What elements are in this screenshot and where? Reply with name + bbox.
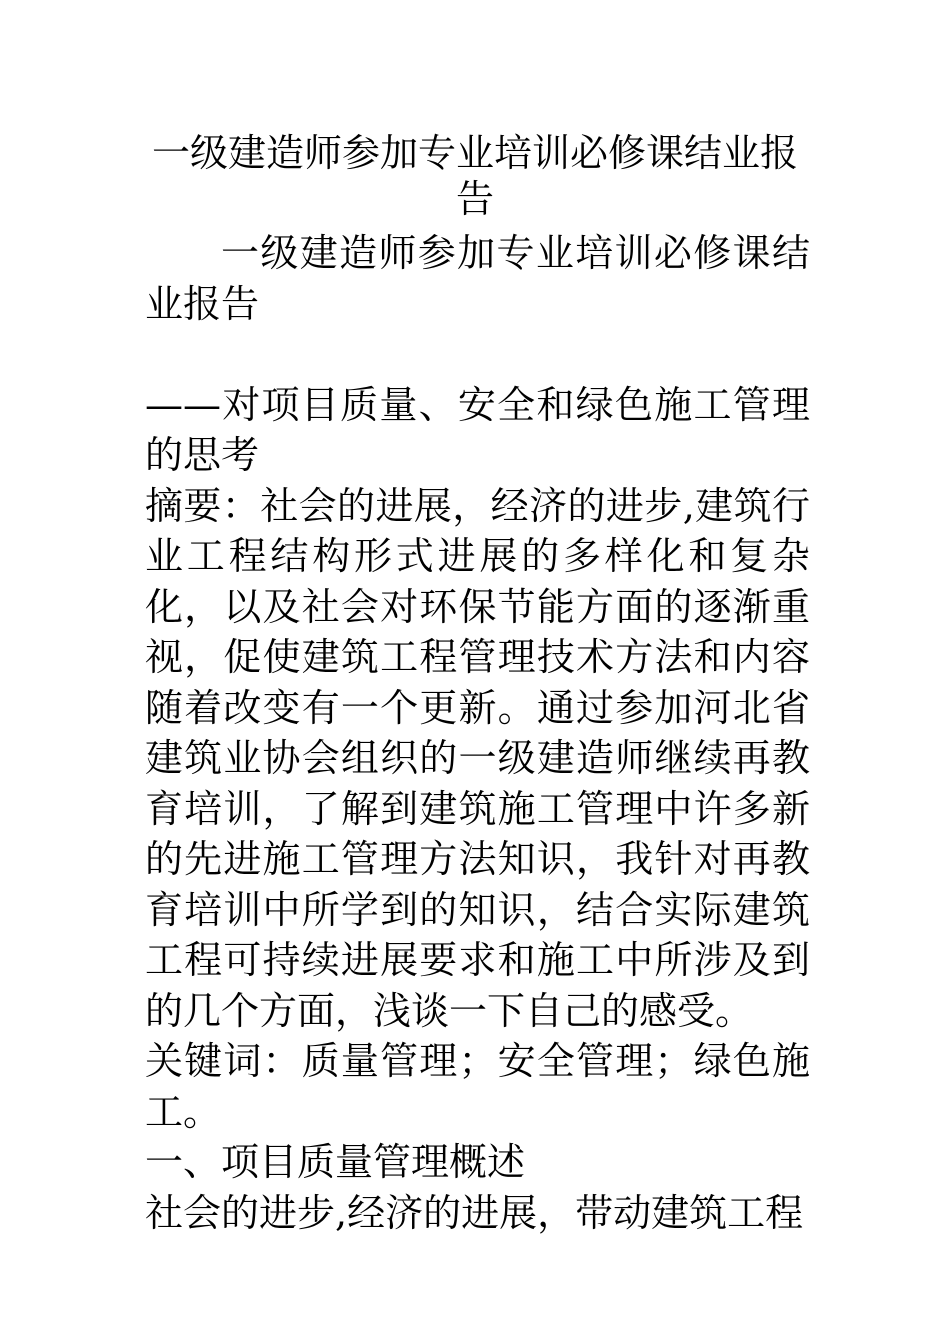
blank-line [145,329,810,380]
section-paragraph: 社会的进步,经济的进展，带动建筑工程 [145,1190,804,1235]
keywords-paragraph: 关键词：质量管理；安全管理；绿色施工。 [145,1039,810,1134]
subtitle-paragraph: ——对项目质量、安全和绿色施工管理的思考 [145,382,810,477]
abstract-paragraph: 摘要：社会的进展，经济的进步,建筑行业工程结构形式进展的多样化和复杂化，以及社会对环保节能方面的逐渐重视，促使建筑工程管理技术方法和内容随着改变有一个更新。通过参加河北省建筑业协会组织的一级建造师继续再教育培训，了解到建筑施工管理中许多新的先进施工管理方法知识，我针对再教育培训中所学到的知识，结合实际建筑工程可持续进展要求和施工中所涉及到的几个方面，浅谈一下自己的感受。 [145,483,810,1033]
document-body [145,228,810,1238]
document-title: 一级建造师参加专业培训必修课结业报告 [151,131,798,221]
section-heading: 一、项目质量管理概述 [145,1140,526,1184]
repeated-title-paragraph: 一级建造师参加专业培训必修课结业报告 [145,231,810,326]
